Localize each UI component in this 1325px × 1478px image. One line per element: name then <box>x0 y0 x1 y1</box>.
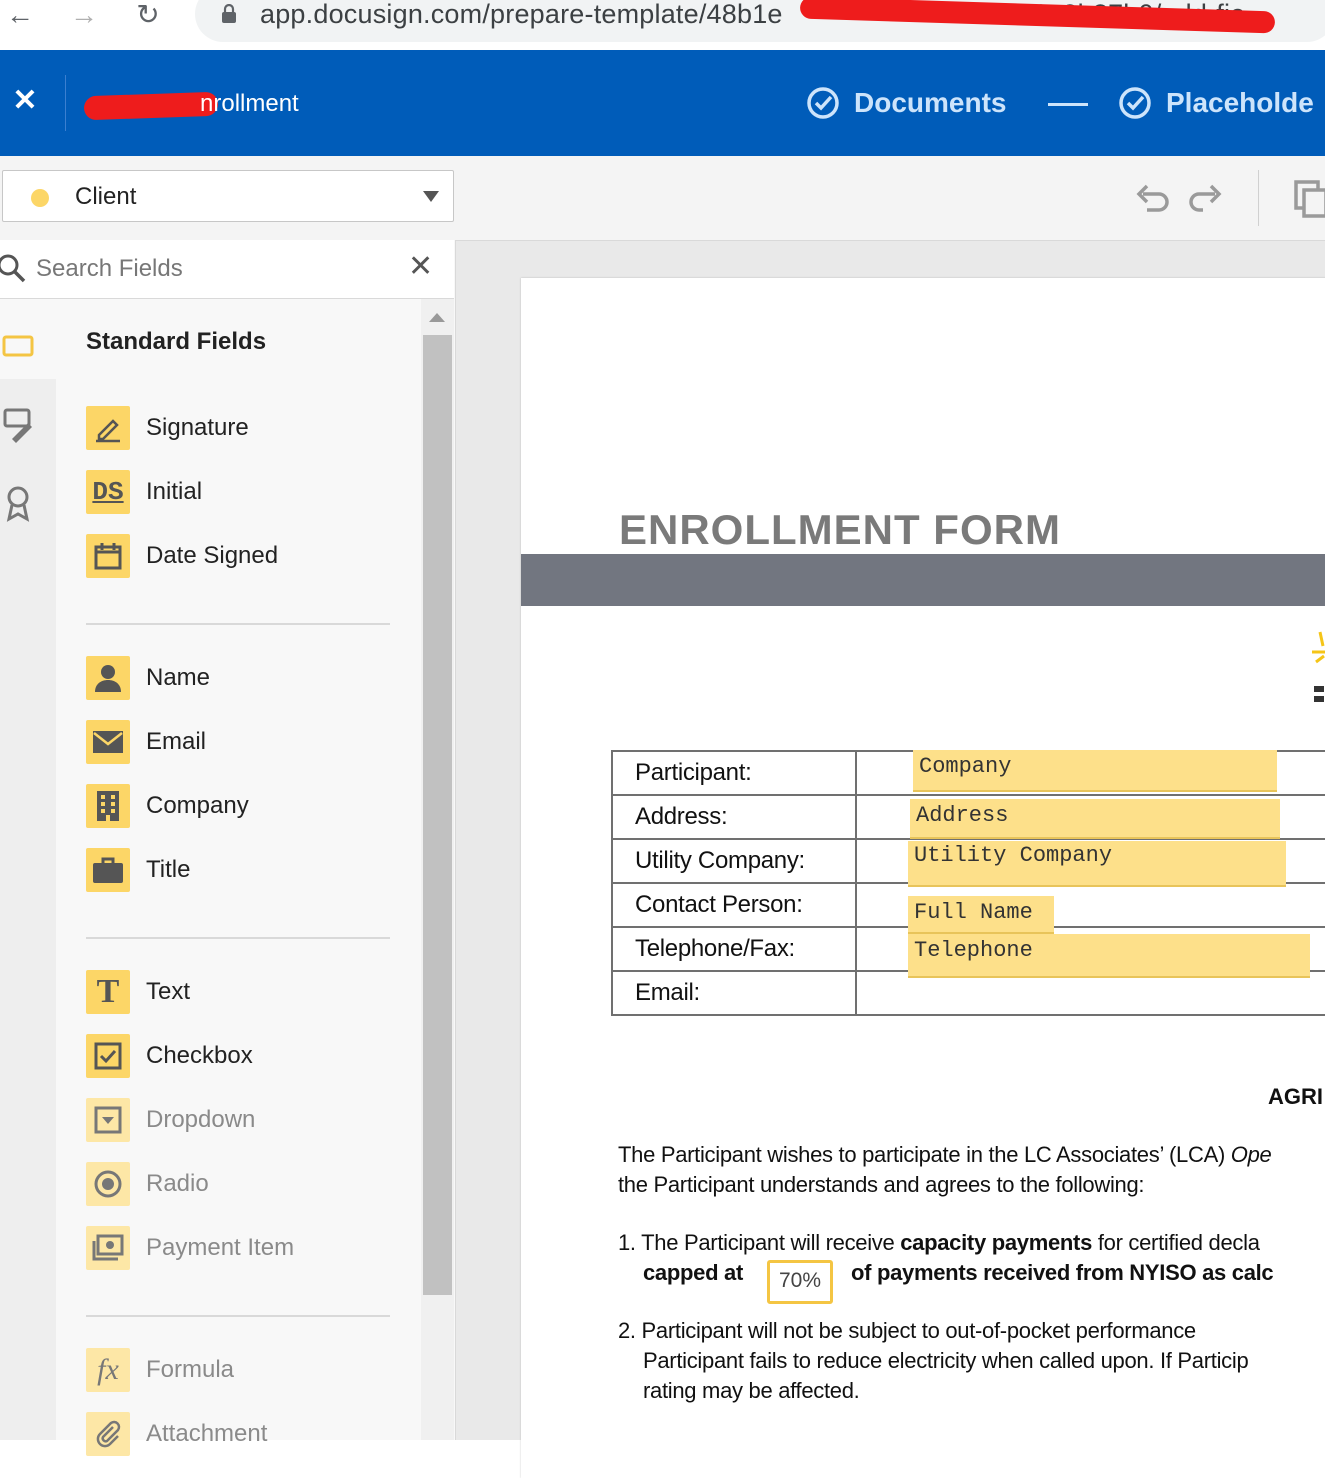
row-label: Participant: <box>612 751 856 795</box>
browser-toolbar <box>0 0 1325 51</box>
field-email[interactable] <box>86 719 406 765</box>
envelope-title: nrollment <box>200 90 299 117</box>
recipient-select[interactable] <box>2 170 454 222</box>
clear-search-icon[interactable]: ✕ <box>408 250 434 283</box>
radio-icon <box>86 1162 130 1206</box>
field-label: Attachment <box>146 1420 268 1447</box>
row-label: Address: <box>612 795 856 839</box>
intro-line-2: the Participant understands and agrees to the following: <box>618 1172 1145 1197</box>
item-1-line-2b: of payments received from NYISO as calc <box>851 1260 1274 1285</box>
building-icon <box>86 784 130 828</box>
calendar-icon <box>86 534 130 578</box>
back-arrow-icon[interactable]: ← <box>6 0 34 30</box>
item-2-line-1: 2. Participant will not be subject to out-of-pocket performance <box>618 1318 1196 1343</box>
company-tag[interactable]: Company <box>913 750 1277 792</box>
document-canvas <box>456 241 1325 1440</box>
reload-icon[interactable]: ↻ <box>136 0 160 30</box>
field-checkbox[interactable] <box>86 1033 406 1079</box>
toolbar-divider <box>1258 170 1259 226</box>
standard-fields-icon[interactable] <box>2 335 34 357</box>
url-text: app.docusign.com/prepare-template/48b1e <box>260 0 783 29</box>
step-placeholders[interactable] <box>1118 86 1314 120</box>
group-divider <box>86 937 390 939</box>
checkbox-icon <box>86 1034 130 1078</box>
step-label: Documents <box>854 87 1007 118</box>
envelope-icon <box>86 720 130 764</box>
field-label: Radio <box>146 1170 209 1197</box>
field-name[interactable] <box>86 655 406 701</box>
search-icon <box>0 253 28 285</box>
recipient-color-dot <box>31 189 49 207</box>
fields-panel <box>0 240 456 1447</box>
field-text[interactable] <box>86 969 406 1015</box>
dropdown-icon <box>86 1098 130 1142</box>
telephone-tag[interactable]: Telephone <box>908 934 1310 978</box>
field-label: Title <box>146 856 191 883</box>
field-attachment[interactable] <box>86 1411 406 1457</box>
full-name-tag[interactable]: Full Name <box>908 896 1054 934</box>
copy-icon[interactable] <box>1290 178 1325 218</box>
paperclip-icon <box>86 1412 130 1456</box>
step-separator <box>1048 103 1088 106</box>
header-band <box>521 554 1325 606</box>
text-t-icon: T <box>86 970 130 1014</box>
field-label: Payment Item <box>146 1234 295 1261</box>
field-radio[interactable] <box>86 1161 406 1207</box>
formula-fx-icon: fx <box>86 1348 130 1392</box>
intro-line-1: The Participant wishes to participate in the LC Associates’ (LCA) Ope <box>618 1142 1272 1167</box>
row-label: Utility Company: <box>612 839 856 883</box>
row-label: Contact Person: <box>612 883 856 927</box>
initial-ds-icon: DS <box>86 470 130 514</box>
document-page <box>521 278 1325 1478</box>
lock-icon <box>221 4 237 24</box>
caret-down-icon <box>423 191 439 202</box>
field-dropdown[interactable] <box>86 1097 406 1143</box>
app-header <box>0 50 1325 156</box>
field-label: Initial <box>146 478 203 505</box>
item-1-line-1: 1. The Participant will receive capacity payments for certified decla <box>618 1230 1260 1255</box>
scrollbar[interactable] <box>421 299 454 1440</box>
redo-icon[interactable] <box>1185 178 1225 218</box>
payment-icon <box>86 1226 130 1270</box>
field-label: Signature <box>146 414 249 441</box>
field-label: Name <box>146 664 211 691</box>
field-company[interactable] <box>86 783 406 829</box>
award-ribbon-icon[interactable] <box>4 485 32 523</box>
agreement-heading: AGRI <box>1268 1084 1323 1109</box>
recipient-toolbar <box>0 156 1325 241</box>
person-icon <box>86 656 130 700</box>
field-label: Text <box>146 978 191 1005</box>
check-circle-icon <box>806 86 840 120</box>
field-formula[interactable] <box>86 1347 406 1393</box>
search-row <box>0 240 454 299</box>
field-label: Dropdown <box>146 1106 256 1133</box>
address-tag[interactable]: Address <box>910 799 1280 839</box>
group-divider <box>86 623 390 625</box>
close-icon[interactable]: ✕ <box>12 84 38 117</box>
form-title: ENROLLMENT FORM <box>619 506 1061 553</box>
scroll-up-arrow-icon[interactable] <box>429 313 445 322</box>
side-rail <box>0 299 56 1440</box>
section-title: Standard Fields <box>86 328 267 355</box>
row-label: Telephone/Fax: <box>612 927 856 971</box>
undo-icon[interactable] <box>1133 178 1173 218</box>
item-2-line-2: Participant fails to reduce electricity when called upon. If Particip <box>643 1348 1249 1373</box>
redaction-mark <box>84 92 219 121</box>
field-label: Checkbox <box>146 1042 253 1069</box>
field-label: Email <box>146 728 207 755</box>
group-divider <box>86 1315 390 1317</box>
logo-fragment-icon <box>1308 628 1325 708</box>
field-initial[interactable] <box>86 469 406 515</box>
signature-icon <box>86 406 130 450</box>
custom-fields-icon[interactable] <box>2 407 36 443</box>
field-signature[interactable] <box>86 405 406 451</box>
check-circle-icon <box>1118 86 1152 120</box>
header-divider <box>65 75 66 131</box>
row-label: Email: <box>612 971 856 1015</box>
field-label: Company <box>146 792 249 819</box>
utility-company-tag[interactable]: Utility Company <box>908 841 1286 887</box>
forward-arrow-icon[interactable]: → <box>70 0 98 30</box>
field-title[interactable] <box>86 847 406 893</box>
step-documents[interactable] <box>806 86 1006 120</box>
field-label: Date Signed <box>146 542 279 569</box>
field-label: Formula <box>146 1356 235 1383</box>
scrollbar-thumb[interactable] <box>423 335 452 1295</box>
percentage-field-tag[interactable]: 70% <box>767 1260 833 1304</box>
field-payment-item[interactable] <box>86 1225 406 1271</box>
field-date-signed[interactable] <box>86 533 406 579</box>
item-1-line-2a: capped at <box>643 1260 743 1285</box>
recipient-name: Client <box>75 183 137 210</box>
item-2-line-3: rating may be affected. <box>643 1378 860 1403</box>
step-label: Placeholde <box>1166 87 1314 118</box>
briefcase-icon <box>86 848 130 892</box>
search-input[interactable] <box>34 249 398 289</box>
